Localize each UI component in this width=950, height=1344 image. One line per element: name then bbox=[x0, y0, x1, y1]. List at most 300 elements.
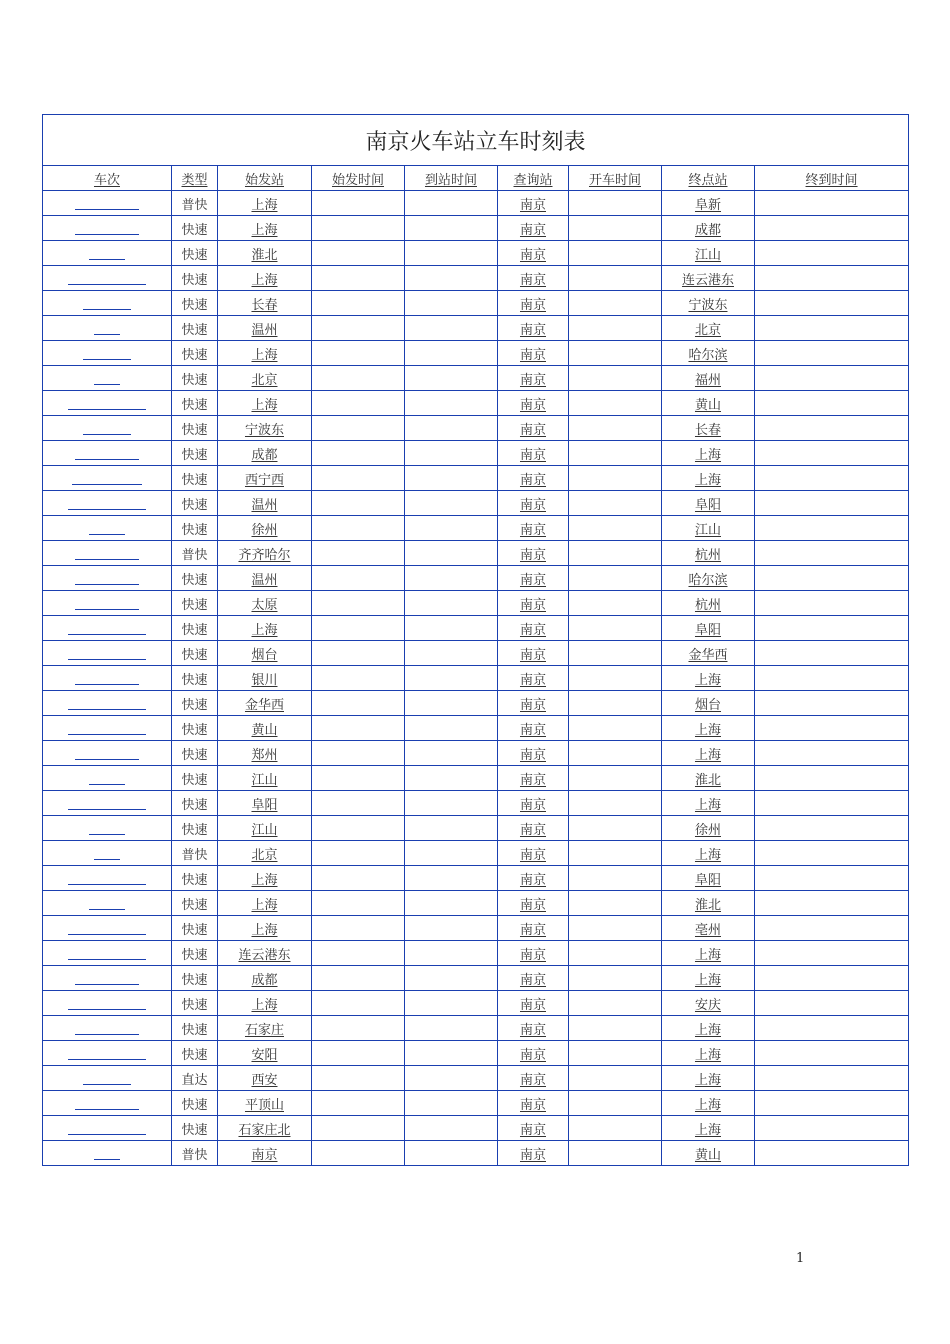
cell-train-no bbox=[43, 916, 172, 941]
page-title: 南京火车站立车时刻表 bbox=[43, 115, 909, 166]
cell-type-text: 快速 bbox=[181, 472, 208, 488]
cell-final-arrival bbox=[755, 341, 909, 366]
cell-type-text: 快速 bbox=[181, 872, 208, 888]
cell-type bbox=[172, 491, 218, 516]
cell-final-arrival bbox=[755, 316, 909, 341]
cell-origin bbox=[218, 191, 312, 216]
cell-train-no bbox=[43, 591, 172, 616]
table-row bbox=[43, 591, 909, 616]
cell-destination bbox=[662, 516, 755, 541]
cell-destination-text: 金华西 bbox=[688, 647, 728, 663]
cell-destination-text: 上海 bbox=[694, 1072, 721, 1088]
cell-query-station-text: 南京 bbox=[519, 797, 546, 813]
cell-arrive-time bbox=[405, 216, 498, 241]
cell-arrive-time bbox=[405, 391, 498, 416]
cell-depart-time bbox=[312, 216, 405, 241]
table-row bbox=[43, 666, 909, 691]
cell-depart-time bbox=[312, 341, 405, 366]
cell-depart-time bbox=[312, 891, 405, 916]
table-row bbox=[43, 466, 909, 491]
cell-leave-time bbox=[569, 641, 662, 666]
cell-type bbox=[172, 441, 218, 466]
cell-leave-time bbox=[569, 891, 662, 916]
cell-origin-text: 温州 bbox=[251, 572, 278, 588]
header-leave-time: 开车时间 bbox=[569, 166, 662, 191]
cell-arrive-time bbox=[405, 916, 498, 941]
cell-arrive-time bbox=[405, 866, 498, 891]
train-number-blank bbox=[83, 297, 131, 310]
cell-arrive-time bbox=[405, 241, 498, 266]
cell-destination-text: 上海 bbox=[694, 797, 721, 813]
cell-train-no bbox=[43, 291, 172, 316]
cell-origin-text: 温州 bbox=[251, 322, 278, 338]
cell-depart-time bbox=[312, 441, 405, 466]
table-row bbox=[43, 916, 909, 941]
header-arrive-time: 到站时间 bbox=[405, 166, 498, 191]
cell-train-no bbox=[43, 1041, 172, 1066]
cell-depart-time bbox=[312, 516, 405, 541]
cell-query-station-text: 南京 bbox=[519, 897, 546, 913]
cell-type-text: 快速 bbox=[181, 772, 208, 788]
cell-arrive-time bbox=[405, 291, 498, 316]
cell-origin-text: 成都 bbox=[251, 447, 278, 463]
cell-query-station-text: 南京 bbox=[519, 622, 546, 638]
train-number-blank bbox=[89, 822, 125, 835]
cell-train-no bbox=[43, 566, 172, 591]
timetable-body bbox=[43, 191, 909, 1166]
cell-destination-text: 阜新 bbox=[694, 197, 721, 213]
cell-type-text: 快速 bbox=[181, 947, 208, 963]
table-row bbox=[43, 266, 909, 291]
cell-train-no bbox=[43, 641, 172, 666]
train-number-blank bbox=[68, 272, 146, 285]
cell-type-text: 快速 bbox=[181, 697, 208, 713]
cell-train-no bbox=[43, 691, 172, 716]
cell-arrive-time bbox=[405, 191, 498, 216]
cell-arrive-time bbox=[405, 766, 498, 791]
cell-final-arrival bbox=[755, 1116, 909, 1141]
cell-destination-text: 淮北 bbox=[694, 897, 721, 913]
cell-origin-text: 安阳 bbox=[251, 1047, 278, 1063]
cell-query-station bbox=[498, 391, 569, 416]
cell-type-text: 普快 bbox=[181, 847, 208, 863]
header-final-arrival: 终到时间 bbox=[755, 166, 909, 191]
train-number-blank bbox=[83, 422, 131, 435]
cell-query-station bbox=[498, 941, 569, 966]
cell-destination-text: 江山 bbox=[694, 247, 721, 263]
table-row bbox=[43, 866, 909, 891]
train-number-blank bbox=[75, 222, 139, 235]
train-number-blank bbox=[68, 797, 146, 810]
cell-query-station bbox=[498, 341, 569, 366]
cell-origin bbox=[218, 316, 312, 341]
cell-query-station-text: 南京 bbox=[519, 222, 546, 238]
cell-depart-time bbox=[312, 766, 405, 791]
cell-type bbox=[172, 216, 218, 241]
table-row bbox=[43, 741, 909, 766]
cell-train-no bbox=[43, 191, 172, 216]
cell-arrive-time bbox=[405, 991, 498, 1016]
cell-destination bbox=[662, 791, 755, 816]
cell-query-station bbox=[498, 1016, 569, 1041]
cell-arrive-time bbox=[405, 416, 498, 441]
cell-query-station bbox=[498, 466, 569, 491]
cell-final-arrival bbox=[755, 441, 909, 466]
cell-type-text: 快速 bbox=[181, 797, 208, 813]
cell-final-arrival bbox=[755, 241, 909, 266]
cell-arrive-time bbox=[405, 1091, 498, 1116]
cell-query-station-text: 南京 bbox=[519, 1122, 546, 1138]
cell-origin-text: 江山 bbox=[251, 822, 278, 838]
cell-query-station-text: 南京 bbox=[519, 972, 546, 988]
cell-query-station-text: 南京 bbox=[519, 847, 546, 863]
cell-type bbox=[172, 341, 218, 366]
cell-query-station bbox=[498, 441, 569, 466]
cell-leave-time bbox=[569, 341, 662, 366]
cell-origin bbox=[218, 991, 312, 1016]
cell-destination bbox=[662, 1066, 755, 1091]
cell-final-arrival bbox=[755, 916, 909, 941]
cell-leave-time bbox=[569, 491, 662, 516]
cell-final-arrival bbox=[755, 791, 909, 816]
cell-train-no bbox=[43, 866, 172, 891]
cell-origin-text: 上海 bbox=[251, 622, 278, 638]
cell-leave-time bbox=[569, 1116, 662, 1141]
train-number-blank bbox=[68, 922, 146, 935]
cell-depart-time bbox=[312, 416, 405, 441]
cell-query-station bbox=[498, 266, 569, 291]
cell-leave-time bbox=[569, 416, 662, 441]
cell-arrive-time bbox=[405, 466, 498, 491]
cell-type bbox=[172, 1016, 218, 1041]
header-type: 类型 bbox=[172, 166, 218, 191]
cell-final-arrival bbox=[755, 1041, 909, 1066]
cell-destination bbox=[662, 416, 755, 441]
cell-leave-time bbox=[569, 591, 662, 616]
train-number-blank bbox=[83, 347, 131, 360]
cell-origin bbox=[218, 491, 312, 516]
cell-type bbox=[172, 691, 218, 716]
cell-train-no bbox=[43, 466, 172, 491]
cell-depart-time bbox=[312, 791, 405, 816]
cell-destination bbox=[662, 441, 755, 466]
cell-depart-time bbox=[312, 266, 405, 291]
cell-train-no bbox=[43, 966, 172, 991]
cell-query-station-text: 南京 bbox=[519, 1147, 546, 1163]
cell-type bbox=[172, 416, 218, 441]
cell-origin-text: 上海 bbox=[251, 197, 278, 213]
cell-type-text: 快速 bbox=[181, 597, 208, 613]
cell-final-arrival bbox=[755, 216, 909, 241]
cell-depart-time bbox=[312, 1091, 405, 1116]
cell-query-station bbox=[498, 291, 569, 316]
cell-depart-time bbox=[312, 541, 405, 566]
cell-type bbox=[172, 991, 218, 1016]
cell-destination bbox=[662, 491, 755, 516]
cell-query-station bbox=[498, 541, 569, 566]
cell-type bbox=[172, 466, 218, 491]
train-number-blank bbox=[75, 197, 139, 210]
cell-origin-text: 西宁西 bbox=[244, 472, 284, 488]
cell-arrive-time bbox=[405, 716, 498, 741]
cell-train-no bbox=[43, 1141, 172, 1166]
cell-origin bbox=[218, 391, 312, 416]
cell-depart-time bbox=[312, 316, 405, 341]
cell-leave-time bbox=[569, 1041, 662, 1066]
cell-origin-text: 上海 bbox=[251, 997, 278, 1013]
train-number-blank bbox=[68, 622, 146, 635]
train-number-blank bbox=[75, 972, 139, 985]
train-number-blank bbox=[75, 747, 139, 760]
train-number-blank bbox=[89, 247, 125, 260]
cell-origin-text: 上海 bbox=[251, 272, 278, 288]
cell-arrive-time bbox=[405, 1016, 498, 1041]
cell-type bbox=[172, 816, 218, 841]
cell-arrive-time bbox=[405, 666, 498, 691]
cell-origin bbox=[218, 791, 312, 816]
cell-origin-text: 黄山 bbox=[251, 722, 278, 738]
table-row bbox=[43, 441, 909, 466]
cell-type bbox=[172, 291, 218, 316]
cell-type bbox=[172, 191, 218, 216]
train-number-blank bbox=[94, 847, 120, 860]
cell-query-station-text: 南京 bbox=[519, 422, 546, 438]
table-row bbox=[43, 1091, 909, 1116]
cell-query-station-text: 南京 bbox=[519, 1072, 546, 1088]
train-number-blank bbox=[75, 572, 139, 585]
cell-destination-text: 安庆 bbox=[694, 997, 721, 1013]
cell-arrive-time bbox=[405, 966, 498, 991]
cell-origin bbox=[218, 941, 312, 966]
cell-query-station bbox=[498, 591, 569, 616]
cell-destination bbox=[662, 616, 755, 641]
cell-arrive-time bbox=[405, 316, 498, 341]
cell-query-station-text: 南京 bbox=[519, 347, 546, 363]
cell-leave-time bbox=[569, 191, 662, 216]
cell-query-station-text: 南京 bbox=[519, 647, 546, 663]
table-row bbox=[43, 791, 909, 816]
cell-train-no bbox=[43, 816, 172, 841]
cell-type bbox=[172, 641, 218, 666]
cell-train-no bbox=[43, 1091, 172, 1116]
cell-query-station-text: 南京 bbox=[519, 397, 546, 413]
cell-destination-text: 上海 bbox=[694, 1022, 721, 1038]
cell-depart-time bbox=[312, 366, 405, 391]
train-number-blank bbox=[75, 1022, 139, 1035]
cell-final-arrival bbox=[755, 991, 909, 1016]
cell-leave-time bbox=[569, 791, 662, 816]
cell-final-arrival bbox=[755, 841, 909, 866]
cell-type-text: 普快 bbox=[181, 1147, 208, 1163]
cell-leave-time bbox=[569, 391, 662, 416]
cell-leave-time bbox=[569, 241, 662, 266]
cell-type bbox=[172, 841, 218, 866]
table-row bbox=[43, 716, 909, 741]
cell-type-text: 快速 bbox=[181, 347, 208, 363]
cell-depart-time bbox=[312, 1041, 405, 1066]
cell-leave-time bbox=[569, 316, 662, 341]
cell-leave-time bbox=[569, 666, 662, 691]
cell-arrive-time bbox=[405, 816, 498, 841]
cell-arrive-time bbox=[405, 641, 498, 666]
cell-type-text: 直达 bbox=[181, 1072, 208, 1088]
cell-origin-text: 齐齐哈尔 bbox=[238, 547, 291, 563]
cell-depart-time bbox=[312, 841, 405, 866]
train-number-blank bbox=[94, 1147, 120, 1160]
cell-type-text: 快速 bbox=[181, 997, 208, 1013]
cell-origin-text: 成都 bbox=[251, 972, 278, 988]
cell-query-station-text: 南京 bbox=[519, 822, 546, 838]
cell-final-arrival bbox=[755, 266, 909, 291]
cell-origin bbox=[218, 541, 312, 566]
cell-type-text: 快速 bbox=[181, 497, 208, 513]
cell-leave-time bbox=[569, 716, 662, 741]
table-row bbox=[43, 541, 909, 566]
cell-query-station bbox=[498, 766, 569, 791]
cell-query-station bbox=[498, 1141, 569, 1166]
cell-leave-time bbox=[569, 266, 662, 291]
cell-type-text: 快速 bbox=[181, 1122, 208, 1138]
cell-type-text: 快速 bbox=[181, 1097, 208, 1113]
cell-destination bbox=[662, 341, 755, 366]
table-row bbox=[43, 1141, 909, 1166]
cell-leave-time bbox=[569, 1091, 662, 1116]
cell-origin bbox=[218, 566, 312, 591]
cell-type bbox=[172, 366, 218, 391]
cell-origin bbox=[218, 966, 312, 991]
cell-type bbox=[172, 666, 218, 691]
cell-query-station bbox=[498, 841, 569, 866]
table-row bbox=[43, 941, 909, 966]
cell-depart-time bbox=[312, 941, 405, 966]
cell-type-text: 快速 bbox=[181, 1047, 208, 1063]
cell-leave-time bbox=[569, 1066, 662, 1091]
cell-destination bbox=[662, 216, 755, 241]
cell-query-station-text: 南京 bbox=[519, 697, 546, 713]
cell-query-station bbox=[498, 891, 569, 916]
cell-origin bbox=[218, 641, 312, 666]
cell-final-arrival bbox=[755, 891, 909, 916]
cell-type bbox=[172, 566, 218, 591]
cell-destination bbox=[662, 541, 755, 566]
cell-origin-text: 上海 bbox=[251, 347, 278, 363]
cell-query-station bbox=[498, 241, 569, 266]
cell-arrive-time bbox=[405, 1041, 498, 1066]
cell-origin bbox=[218, 1066, 312, 1091]
cell-destination-text: 连云港东 bbox=[681, 272, 734, 288]
cell-depart-time bbox=[312, 1016, 405, 1041]
cell-origin-text: 连云港东 bbox=[238, 947, 291, 963]
cell-origin bbox=[218, 916, 312, 941]
cell-query-station bbox=[498, 1041, 569, 1066]
cell-train-no bbox=[43, 366, 172, 391]
cell-query-station-text: 南京 bbox=[519, 447, 546, 463]
cell-leave-time bbox=[569, 216, 662, 241]
train-number-blank bbox=[94, 372, 120, 385]
train-number-blank bbox=[68, 497, 146, 510]
cell-origin bbox=[218, 716, 312, 741]
cell-destination bbox=[662, 691, 755, 716]
table-row bbox=[43, 1116, 909, 1141]
cell-destination bbox=[662, 816, 755, 841]
cell-origin bbox=[218, 591, 312, 616]
cell-query-station-text: 南京 bbox=[519, 322, 546, 338]
table-row bbox=[43, 216, 909, 241]
cell-type bbox=[172, 716, 218, 741]
cell-type-text: 快速 bbox=[181, 247, 208, 263]
cell-arrive-time bbox=[405, 941, 498, 966]
table-row bbox=[43, 566, 909, 591]
cell-destination bbox=[662, 716, 755, 741]
cell-train-no bbox=[43, 616, 172, 641]
header-query-station: 查询站 bbox=[498, 166, 569, 191]
cell-train-no bbox=[43, 316, 172, 341]
cell-query-station bbox=[498, 516, 569, 541]
cell-type bbox=[172, 591, 218, 616]
cell-leave-time bbox=[569, 441, 662, 466]
cell-destination bbox=[662, 991, 755, 1016]
cell-origin bbox=[218, 816, 312, 841]
cell-origin bbox=[218, 766, 312, 791]
cell-train-no bbox=[43, 1116, 172, 1141]
table-row bbox=[43, 691, 909, 716]
table-row bbox=[43, 616, 909, 641]
train-number-blank bbox=[68, 947, 146, 960]
cell-train-no bbox=[43, 891, 172, 916]
table-row bbox=[43, 491, 909, 516]
cell-query-station-text: 南京 bbox=[519, 472, 546, 488]
cell-type-text: 快速 bbox=[181, 1022, 208, 1038]
cell-type-text: 快速 bbox=[181, 972, 208, 988]
cell-query-station-text: 南京 bbox=[519, 772, 546, 788]
cell-final-arrival bbox=[755, 466, 909, 491]
cell-origin bbox=[218, 366, 312, 391]
cell-type bbox=[172, 916, 218, 941]
cell-destination bbox=[662, 1041, 755, 1066]
train-number-blank bbox=[68, 697, 146, 710]
cell-leave-time bbox=[569, 841, 662, 866]
train-number-blank bbox=[68, 722, 146, 735]
cell-origin-text: 金华西 bbox=[244, 697, 284, 713]
cell-arrive-time bbox=[405, 616, 498, 641]
train-number-blank bbox=[68, 1122, 146, 1135]
cell-origin bbox=[218, 266, 312, 291]
cell-origin bbox=[218, 666, 312, 691]
cell-origin-text: 烟台 bbox=[251, 647, 278, 663]
cell-arrive-time bbox=[405, 1066, 498, 1091]
cell-type bbox=[172, 791, 218, 816]
cell-destination-text: 阜阳 bbox=[694, 872, 721, 888]
cell-final-arrival bbox=[755, 566, 909, 591]
cell-type-text: 普快 bbox=[181, 547, 208, 563]
cell-depart-time bbox=[312, 1116, 405, 1141]
cell-query-station bbox=[498, 1091, 569, 1116]
cell-destination-text: 哈尔滨 bbox=[688, 347, 728, 363]
cell-type bbox=[172, 541, 218, 566]
cell-train-no bbox=[43, 541, 172, 566]
cell-destination-text: 上海 bbox=[694, 1097, 721, 1113]
cell-type-text: 快速 bbox=[181, 922, 208, 938]
cell-final-arrival bbox=[755, 691, 909, 716]
cell-train-no bbox=[43, 441, 172, 466]
cell-train-no bbox=[43, 716, 172, 741]
cell-depart-time bbox=[312, 816, 405, 841]
train-number-blank bbox=[75, 447, 139, 460]
cell-leave-time bbox=[569, 566, 662, 591]
cell-origin-text: 北京 bbox=[251, 372, 278, 388]
cell-origin-text: 阜阳 bbox=[251, 797, 278, 813]
train-number-blank bbox=[75, 597, 139, 610]
